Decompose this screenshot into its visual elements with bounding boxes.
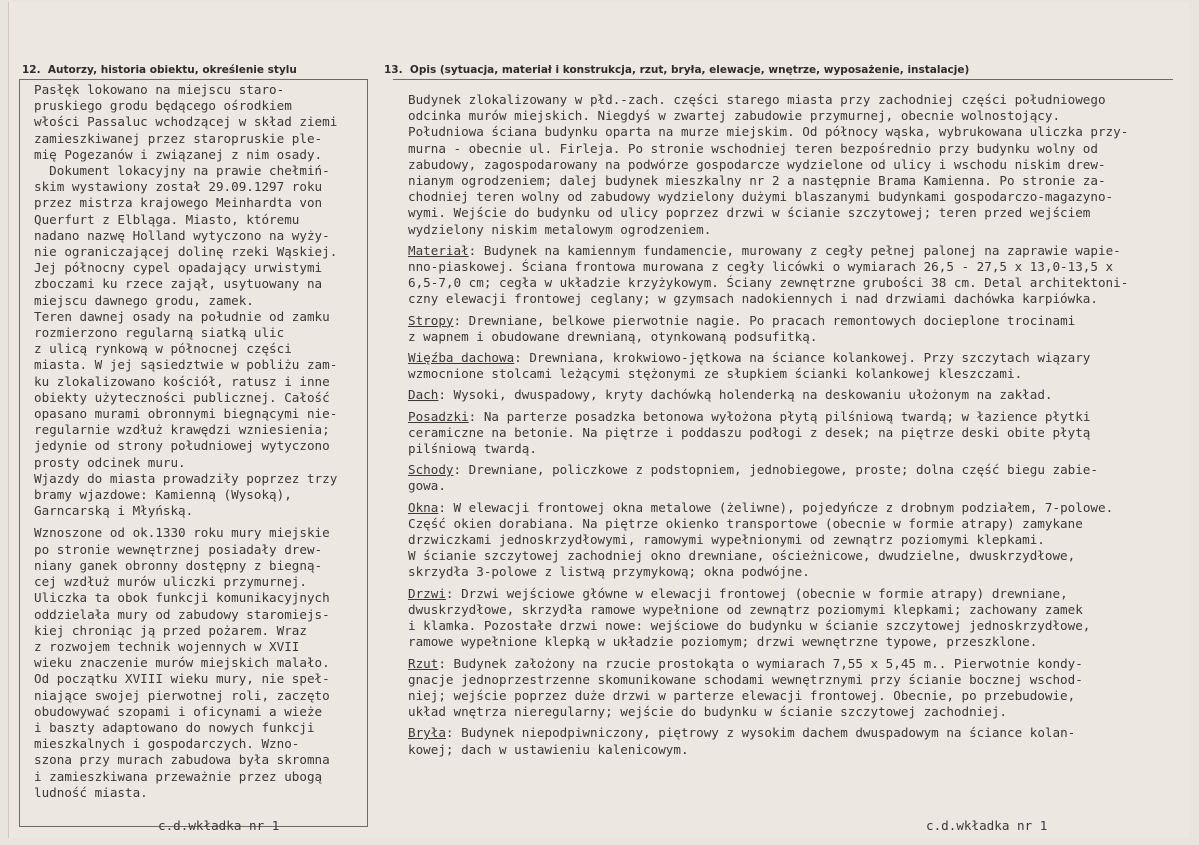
section-text: gnacje jednoprzestrzenne skomunikowane schodami wewnętrznymi przy ścianie bocznej wschod-: [408, 671, 1083, 687]
section-text: : Budynek niepodpiwniczony, piętrowy z wysokim dachem dwuspadowym na ściance kolan-: [445, 725, 1076, 741]
text-line: [408, 704, 1168, 720]
text-line: prosty odcinek muru.: [34, 454, 186, 470]
text-line: przez mistrza krajowego Meinhardta von: [34, 195, 323, 211]
text-line: [408, 387, 1168, 403]
section-text: gowa.: [408, 478, 446, 494]
text-line: [408, 243, 1168, 259]
section-text: : Drzwi wejściowe główne w elewacji frontowej (obecnie w formie atrapy) drewniane,: [445, 585, 1068, 601]
section-label: Rzut: [408, 655, 439, 671]
text-line: Pasłęk lokowano na miejscu staro-: [34, 82, 285, 97]
section-text: : Drewniana, krokwiowo-jętkowa na ściance kolankowej. Przy szczytach wiązary: [514, 350, 1091, 366]
section-text: z wapnem i obudowane drewnianą, otynkowaną podsufitką.: [408, 328, 818, 344]
text-line: Garncarską i Młyńską.: [34, 503, 194, 519]
left-header-number: 12.: [22, 64, 41, 76]
text-line: Wznoszone od ok.1330 roku mury miejskie: [34, 525, 330, 541]
text-line: zamieszkiwanej przez staropruskie ple-: [34, 130, 323, 146]
text-line: [408, 425, 1168, 441]
section-text: kowej; dach w ustawieniu kalenicowym.: [408, 741, 689, 757]
text-line: regularnie wzdłuż krawędzi wzniesienia;: [34, 422, 330, 438]
section-4: [408, 409, 1168, 458]
text-line: [408, 409, 1168, 425]
history-text: [34, 82, 366, 801]
section-6: [408, 500, 1168, 581]
text-line: z rozwojem technik wojennych w XVII: [34, 638, 300, 654]
section-label: Schody: [408, 462, 454, 478]
text-line: bramy wjazdowe: Kamienną (Wysoką),: [34, 487, 292, 503]
section-label: Dach: [408, 387, 439, 403]
text-line: i zamieszkiwana przeważnie przez ubogą: [34, 768, 323, 784]
text-line: Querfurt z Elbląga. Miasto, któremu: [34, 211, 300, 227]
section-3: [408, 387, 1168, 403]
text-line: miejscu dawnego grodu, zamek.: [34, 292, 254, 308]
text-line: mię Pogezanów i związanej z nim osady.: [34, 146, 323, 162]
section-text: : W elewacji frontowej okna metalowe (żeliwne), pojedyńcze z drobnym podziałem, 7-polowe.: [438, 499, 1114, 515]
section-text: : Budynek na kamiennym fundamencie, murowany z cegły pełnej palonej na zaprawie wapie-: [468, 242, 1121, 258]
text-line: murna - obecnie ul. Firleja. Po stronie wschodniej teren bezpośrednio przy budynku wolny od: [408, 140, 1098, 156]
text-line: zboczami ku rzece zajął, usytuowany na: [34, 276, 323, 292]
description-text: [408, 92, 1168, 763]
section-label: Posadzki: [408, 408, 469, 424]
text-line: i baszty adaptowano do nowych funkcji: [34, 719, 315, 735]
text-line: ku zlokalizowano kościół, ratusz i inne: [34, 373, 330, 389]
left-header: [22, 64, 297, 76]
text-line: rozmierzono regularną siatką ulic: [34, 325, 285, 341]
text-line: nie ograniczającej dolinę rzeki Wąskiej.: [34, 244, 338, 260]
section-label: Stropy: [408, 312, 454, 328]
text-line: [408, 634, 1168, 650]
text-line: pruskiego grodu będącego ośrodkiem: [34, 98, 292, 114]
text-line: [408, 725, 1168, 741]
right-header-number: 13.: [384, 64, 403, 76]
text-line: zabudowy, zagospodarowany na podwórze gospodarcze wydzielone od ulicy i wschodu niskim drew-: [408, 156, 1106, 172]
section-text: ceramiczne na betonie. Na piętrze i poddaszu podłogi z desek; na piętrze deski obite płytą: [408, 424, 1091, 440]
text-line: odcinka murów miejskich. Niegdyś w zwartej zabudowie przymurnej, obecnie wolnostojący.: [408, 108, 1061, 124]
section-7: [408, 586, 1168, 651]
text-line: obudowywać szopami i oficynami a wieże: [34, 703, 323, 719]
text-line: [408, 291, 1168, 307]
text-line: Południowa ściana budynku oparta na murze miejskim. Od północy wąska, wybrukowana uliczka przy-: [408, 124, 1129, 140]
text-line: [408, 478, 1168, 494]
section-text: : Wysoki, dwuspadowy, kryty dachówką holenderką na deskowaniu ułożonym na zakład.: [438, 387, 1053, 403]
section-text: niej; wejście poprzez duże drzwi w parterze elewacji frontowej. Obecnie, po przebudowie,: [408, 687, 1076, 703]
text-line: mieszkalnych i gospodarczych. Wzno-: [34, 736, 300, 752]
text-line: niające swojej pierwotnej roli, zaczęto: [34, 687, 330, 703]
section-text: dwuskrzydłowe, skrzydła ramowe wypełnione od zewnątrz poziomymi klepkami; zachowany zamek: [408, 601, 1083, 617]
text-line: Uliczka ta obok funkcji komunikacyjnych: [34, 590, 330, 606]
section-text: Część okien dorabiana. Na piętrze okienko transportowe (obecnie w formie atrapy) zamykane: [408, 515, 1083, 531]
text-line: Budynek zlokalizowany w płd.-zach. części starego miasta przy zachodniej części południowego: [408, 92, 1106, 107]
right-header-title: Opis: [409, 64, 437, 76]
text-line: z ulicą rynkową w północnej części: [34, 341, 292, 357]
text-line: [408, 656, 1168, 672]
section-text: : Drewniane, belkowe pierwotnie nagie. Po pracach remontowych docieplone trocinami: [453, 312, 1076, 328]
text-line: nianym ogrodzeniem; dalej budynek mieszkalny nr 2 a następnie Brama Kamienna. Po stronie za-: [408, 173, 1106, 189]
section-0: [408, 243, 1168, 308]
text-line: wymi. Wejście do budynku od ulicy poprzez drzwi w ścianie szczytowej; teren przed wejściem: [408, 205, 1091, 221]
section-text: układ wnętrza nieregularny; wejście do budynku w ścianie szczytowej zachodniej.: [408, 704, 1007, 720]
text-line: cej wzdłuż murów uliczki przymurnej.: [34, 574, 307, 590]
text-line: włości Passaluc wchodzącej w skład ziemi: [34, 114, 338, 130]
text-line: [408, 500, 1168, 516]
text-line: [408, 742, 1168, 758]
text-line: [408, 586, 1168, 602]
text-line: [408, 259, 1168, 275]
text-line: skim wystawiony został 29.09.1297 roku: [34, 179, 323, 195]
text-line: nadano nazwę Holland wytyczono na wyży-: [34, 227, 330, 243]
section-text: : Drewniane, policzkowe z podstopniem, jednobiegowe, proste; dolna część biegu zabie-: [453, 462, 1098, 478]
text-line: [408, 462, 1168, 478]
text-line: po stronie wewnętrznej posiadały drew-: [34, 541, 323, 557]
text-line: [408, 672, 1168, 688]
section-8: [408, 656, 1168, 721]
text-line: wieku znaczenie murów miejskich malało.: [34, 655, 330, 671]
text-line: [408, 313, 1168, 329]
section-text: i klamka. Pozostałe drzwi nowe: wejściowe do budynku w ścianie szczytowej jednoskrzydłowe,: [408, 618, 1091, 634]
text-line: [408, 602, 1168, 618]
section-label: Bryła: [408, 725, 446, 741]
section-text: drzwiczkami jednoskrzydłowymi, ramowymi wypełnionymi od zewnątrz poziomymi klepkami.: [408, 532, 1045, 548]
text-line: [408, 366, 1168, 382]
text-line: opasano murami obronnymi biegnącymi nie-: [34, 406, 338, 422]
text-line: [408, 329, 1168, 345]
section-2: [408, 350, 1168, 382]
text-line: [408, 688, 1168, 704]
section-text: wzmocnione stolcami leżącymi stężonymi ze słupkiem ścianki kolankowej kleszczami.: [408, 366, 1023, 382]
section-5: [408, 462, 1168, 494]
section-text: skrzydła 3-polowe z listwą przymykową; okna podwójne.: [408, 564, 810, 580]
text-line: Wjazdy do miasta prowadziły poprzez trzy: [34, 470, 338, 486]
text-line: ludność miasta.: [34, 784, 148, 800]
left-footer: c.d.wkładka nr 1: [158, 818, 280, 833]
text-line: kiej chroniąc ją przed pożarem. Wraz: [34, 622, 307, 638]
text-line: jedynie od strony południowej wytyczono: [34, 438, 330, 454]
section-1: [408, 313, 1168, 345]
text-line: niany ganek obronny dostępny z biegną-: [34, 557, 323, 573]
text-line: Dokument lokacyjny na prawie chełmiń-: [34, 163, 330, 179]
text-line: szona przy murach zabudowa była skromna: [34, 752, 330, 768]
right-header: [384, 64, 969, 76]
section-text: W ścianie szczytowej zachodniej okno drewniane, ościeżnicowe, dwudzielne, dwuskrzydłowe,: [408, 548, 1076, 564]
text-line: [408, 548, 1168, 564]
text-line: Teren dawnej osady na południe od zamku: [34, 308, 330, 324]
right-footer: c.d.wkładka nr 1: [926, 818, 1048, 833]
text-line: [408, 275, 1168, 291]
section-text: : Budynek założony na rzucie prostokąta o wymiarach 7,55 x 5,45 m.. Pierwotnie kondy-: [438, 655, 1083, 671]
text-line: [408, 350, 1168, 366]
section-text: : Na parterze posadzka betonowa wyłożona płytą pilśniową twardą; w łazience płytki: [468, 408, 1091, 424]
right-header-sub: (sytuacja, materiał i konstrukcja, rzut, bryła, elewacje, wnętrze, wyposażenie, instalacje): [439, 64, 970, 76]
section-text: pilśniową twardą.: [408, 441, 537, 457]
section-text: czny elewacji frontowej ceglany; w gzymsach nadokiennych i nad drzwiami dachówka karpiówka.: [408, 291, 1098, 307]
text-line: [408, 441, 1168, 457]
section-label: Więźba dachowa: [408, 350, 515, 366]
section-text: nno-piaskowej. Ściana frontowa murowana z cegły licówki o wymiarach 26,5 - 27,5 x 13,0-13,5 x: [408, 259, 1114, 275]
section-label: Okna: [408, 499, 439, 515]
text-line: oddzielała mury od zabudowy staromiejs-: [34, 606, 330, 622]
text-line: wydzielony niskim metalowym ogrodzeniem.: [408, 221, 712, 237]
text-line: [408, 618, 1168, 634]
section-text: 6,5-7,0 cm; cegła w układzie krzyżykowym. Ściany zewnętrzne grubości 38 cm. Detal architektoni-: [408, 275, 1129, 291]
text-line: [408, 532, 1168, 548]
section-label: Drzwi: [408, 585, 446, 601]
section-label: Materiał: [408, 242, 469, 258]
text-line: [408, 564, 1168, 580]
intro-paragraph: [408, 92, 1168, 238]
text-line: miasta. W jej sąsiedztwie w pobliżu zam-: [34, 357, 338, 373]
section-9: [408, 725, 1168, 757]
text-line: Jej północny cypel opadający urwistymi: [34, 260, 323, 276]
section-text: ramowe wypełnione klepką w układzie poziomym; drzwi wewnętrzne typowe, przeszklone.: [408, 634, 1038, 650]
left-header-title: Autorzy, historia obiektu, określenie stylu: [47, 64, 297, 76]
text-line: [408, 516, 1168, 532]
text-line: chodniej teren wolny od zabudowy wydzielony dużymi blaszanymi budynkami gospodarczo-magazyno-: [408, 189, 1114, 205]
text-line: Od początku XVIII wieku mury, nie speł-: [34, 671, 330, 687]
text-line: obiekty użyteczności publicznej. Całość: [34, 389, 330, 405]
